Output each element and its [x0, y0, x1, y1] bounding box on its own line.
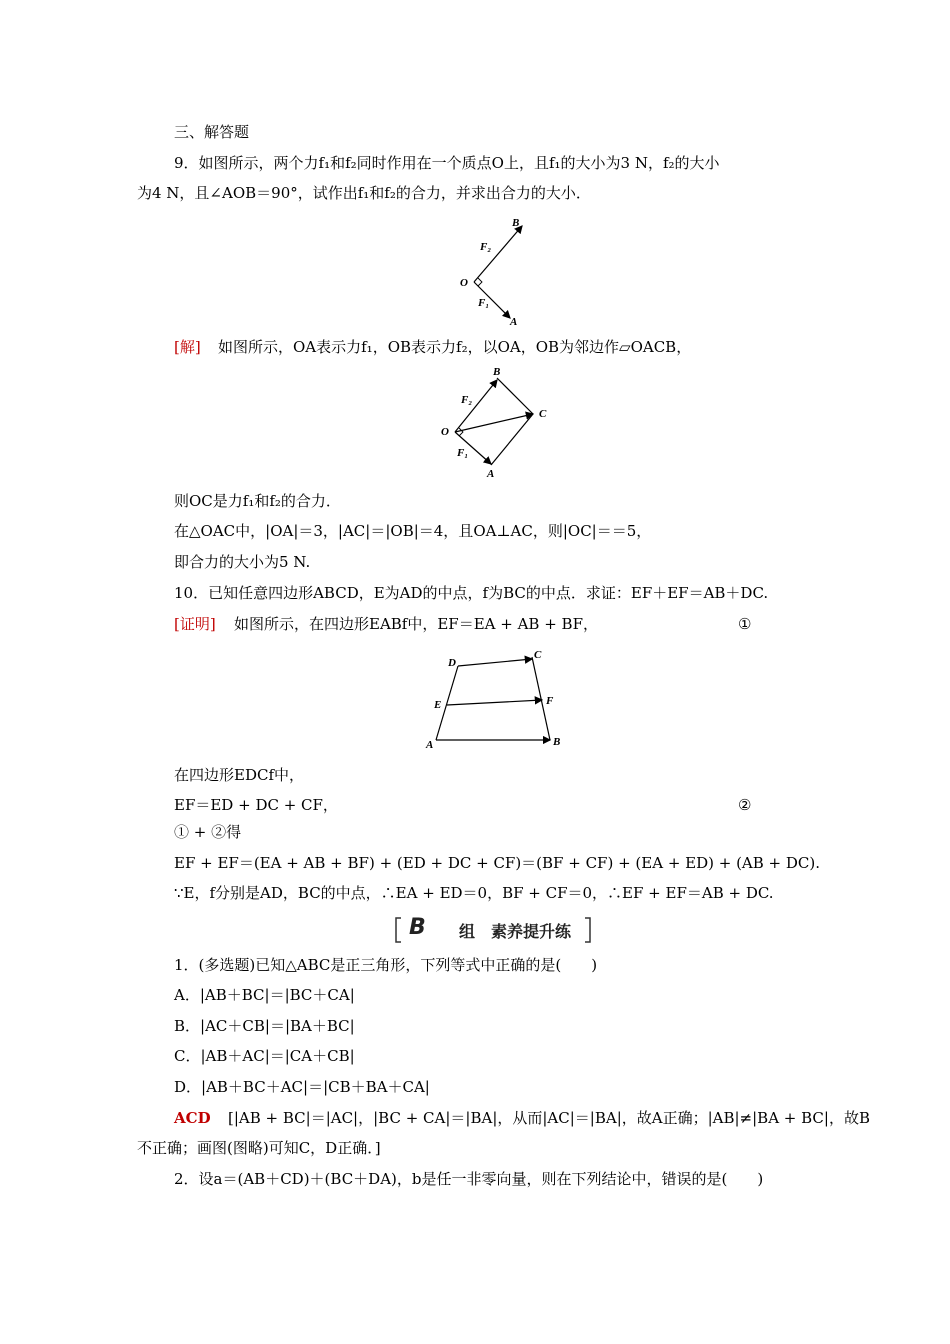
b1-option-c: C．|AB＋AC|＝|CA＋CB| [174, 1047, 355, 1065]
b2-stem: 2．设a＝(AB＋CD)＋(BC＋DA)，b是任一非零向量，则在下列结论中，错误的是( ) [174, 1170, 764, 1188]
label-d: D [448, 657, 456, 669]
banner-letter: B [409, 915, 426, 940]
b1-option-b: B．|AC＋CB|＝|BA＋BC| [174, 1017, 355, 1035]
force-diagram-2 [435, 364, 555, 484]
label-o: O [441, 426, 449, 438]
proof-line-1: 如图所示，在四边形EABf中，EF＝EA + AB + BF， [234, 615, 598, 633]
section-title: 三、解答题 [174, 123, 250, 141]
proof-line-6: ∵E，f分别是AD，BC的中点，∴EA + ED＝0，BF + CF＝0，∴EF + EF＝AB + DC. [174, 884, 774, 902]
label-b: B [512, 217, 520, 229]
label-o: O [460, 277, 468, 289]
vector-ob [474, 226, 522, 282]
question-10-line-1: 10．已知任意四边形ABCD，E为AD的中点，f为BC的中点．求证：EF＋EF＝AB＋DC. [174, 584, 769, 602]
proof-line-5: EF + EF＝(EA + AB + BF) + (ED + DC + CF)＝(BF + CF) + (EA + ED) + (AB + DC). [174, 854, 821, 872]
b1-option-a: A．|AB＋BC|＝|BC＋CA| [174, 986, 355, 1004]
equation-mark-2: ② [738, 796, 752, 814]
label-c: C [539, 408, 547, 420]
label-f2: F₂ [480, 241, 492, 253]
solution-line-1: 如图所示，OA表示力f₁，OB表示力f₂，以OA，OB为邻边作▱OACB， [218, 338, 692, 356]
b1-explain-line-1: [|AB + BC|＝|AC|，|BC + CA|＝|BA|，从而|AC|＝|BA|，故A正确；|AB|≠|BA + BC|，故B [228, 1109, 870, 1127]
solution-line-4: 即合力的大小为5 N. [174, 553, 311, 571]
proof-line-3: EF＝ED + DC + CF， [174, 796, 338, 814]
proof-line-2: 在四边形EDCf中， [174, 766, 305, 784]
right-angle-mark [478, 278, 482, 286]
b1-option-d: D．|AB＋BC＋AC|＝|CB＋BA＋CA| [174, 1078, 430, 1096]
banner-title: 组 素养提升练 [459, 922, 572, 941]
b1-stem: 1．(多选题)已知△ABC是正三角形，下列等式中正确的是( ) [174, 956, 598, 974]
label-b: B [553, 736, 561, 748]
vector-dc [458, 659, 532, 666]
label-f1: F₁ [457, 447, 469, 459]
b1-explain-line-2: 不正确；画图(图略)可知C，D正确．] [137, 1139, 381, 1157]
b1-answer: ACD [174, 1109, 211, 1127]
proof-line-4: ① + ②得 [174, 823, 242, 841]
label-f: F [546, 695, 554, 707]
equation-mark-1: ① [738, 615, 752, 633]
label-f1: F₁ [478, 297, 490, 309]
question-9-line-2: 为4 N，且∠AOB＝90°，试作出f₁和f₂的合力，并求出合力的大小． [137, 184, 591, 202]
label-b: B [493, 366, 501, 378]
solution-tag: [解] [174, 338, 201, 356]
question-9-line-1: 9．如图所示，两个力f₁和f₂同时作用在一个质点O上，且f₁的大小为3 N，f₂的大小 [174, 154, 720, 172]
solution-line-3: 在△OAC中，|OA|＝3，|AC|＝|OB|＝4，且OA⊥AC，则|OC|＝＝5， [174, 522, 652, 540]
solution-line-2: 则OC是力f₁和f₂的合力． [174, 492, 341, 510]
proof-tag: [证明] [174, 615, 216, 633]
quadrilateral-diagram [420, 644, 570, 752]
label-a: A [487, 468, 495, 480]
force-diagram-1 [450, 212, 540, 330]
label-a: A [510, 316, 518, 328]
label-a: A [426, 739, 434, 751]
label-e: E [434, 699, 442, 711]
vector-ef [447, 700, 542, 705]
label-c: C [534, 649, 542, 661]
right-angle-mark [459, 428, 463, 436]
label-f2: F₂ [461, 394, 473, 406]
side-bc [497, 378, 533, 414]
